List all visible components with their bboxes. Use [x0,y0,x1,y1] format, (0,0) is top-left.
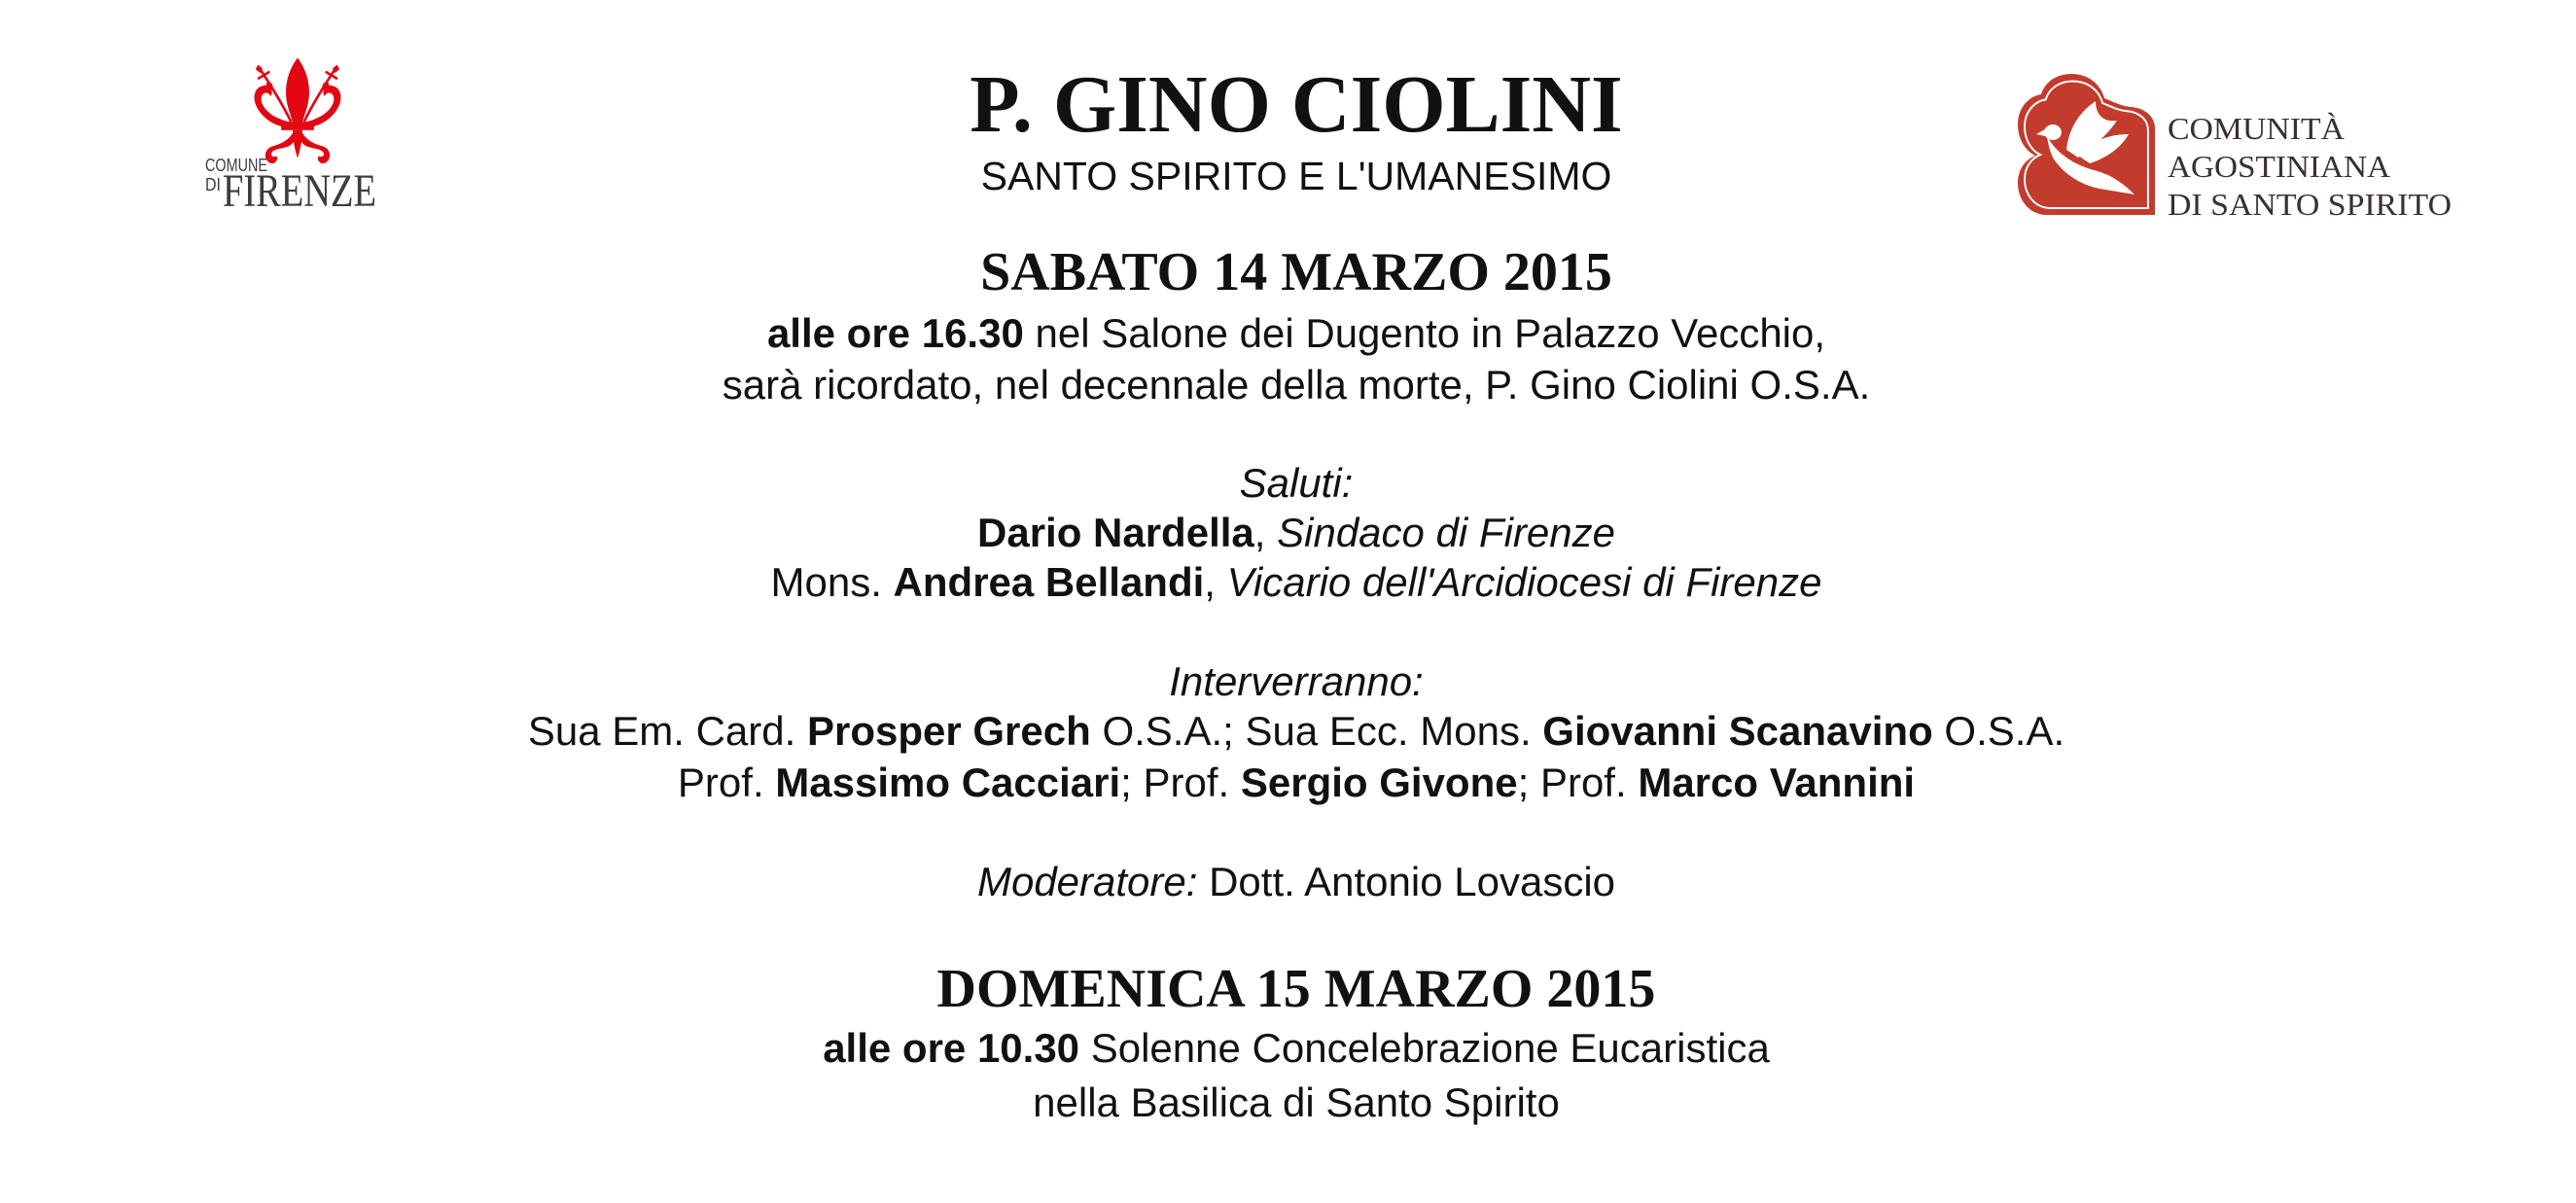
speaker-name: Massimo Cacciari [775,760,1121,805]
speaker-title: Sua Ecc. Mons. [1245,708,1532,754]
speaker-name: Marco Vannini [1638,760,1916,805]
greeting-line-1 [324,508,2269,558]
lily-lower-petal [293,130,302,159]
lily-band [281,122,314,129]
greeting-name: Andrea Bellandi [893,559,1205,605]
speaker-title: Prof. [1143,760,1230,805]
speaker-order: O.S.A. [1944,708,2065,754]
speakers-line-1 [324,706,2269,757]
saturday-description: sarà ricordato, nel decennale della morte, P. Gino Ciolini O.S.A. [722,362,1871,407]
speaker-separator: ; [1120,760,1132,805]
logo-comune-text: COMUNE [205,156,267,175]
speaker-name: Prosper Grech [806,708,1091,754]
greeting-role: Sindaco di Firenze [1277,510,1615,555]
saturday-date-heading: SABATO 14 MARZO 2015 [980,242,1612,302]
logo-di-text: DI [205,175,221,195]
speaker-title: Sua Em. Card. [527,708,796,754]
page-title: P. GINO CIOLINI [970,59,1623,150]
speaker-title: Prof. [677,760,764,805]
speaker-order: O.S.A. [1102,708,1223,754]
speakers-line-2 [324,758,2269,808]
moderator-line [324,857,2269,907]
page-subtitle: SANTO SPIRITO E L'UMANESIMO [980,154,1612,198]
greeting-title: Mons. [770,559,882,605]
moderator-label: Moderatore: [976,859,1198,904]
sunday-time: alle ore 10.30 [823,1025,1080,1071]
lily-left-tail [265,130,298,163]
speaker-separator: ; [1222,708,1234,754]
greeting-role: Vicario dell'Arcidiocesi di Firenze [1226,559,1822,605]
community-name-line-2: AGOSTINIANA [2168,149,2390,184]
speaker-name: Sergio Givone [1240,760,1518,805]
saturday-time: alle ore 16.30 [766,310,1024,356]
moderator-name: Dott. Antonio Lovascio [1209,859,1616,904]
greeting-name: Dario Nardella [977,510,1254,555]
community-name-line-3: DI SANTO SPIRITO [2168,187,2452,222]
sunday-date-heading: DOMENICA 15 MARZO 2015 [936,959,1656,1019]
lily-central-petal [286,57,309,123]
logo-firenze-text: FIRENZE [223,165,376,214]
greeting-separator: , [1204,559,1216,605]
greeting-line-2 [324,557,2269,608]
speakers-label: Interverranno: [1169,658,1424,704]
speaker-title: Prof. [1539,760,1627,805]
sunday-time-event [324,1023,2269,1074]
community-name-line-1: COMUNITÀ [2168,111,2345,146]
greeting-separator: , [1253,510,1266,555]
sunday-place: nella Basilica di Santo Spirito [1033,1079,1560,1125]
saturday-time-venue [324,308,2269,359]
sunday-event: Solenne Concelebrazione Eucaristica [1090,1025,1770,1071]
greetings-label: Saluti: [1239,460,1354,506]
speaker-separator: ; [1517,760,1530,805]
saturday-venue: nel Salone dei Dugento in Palazzo Vecchio, [1035,310,1826,356]
speaker-name: Giovanni Scanavino [1542,708,1933,754]
